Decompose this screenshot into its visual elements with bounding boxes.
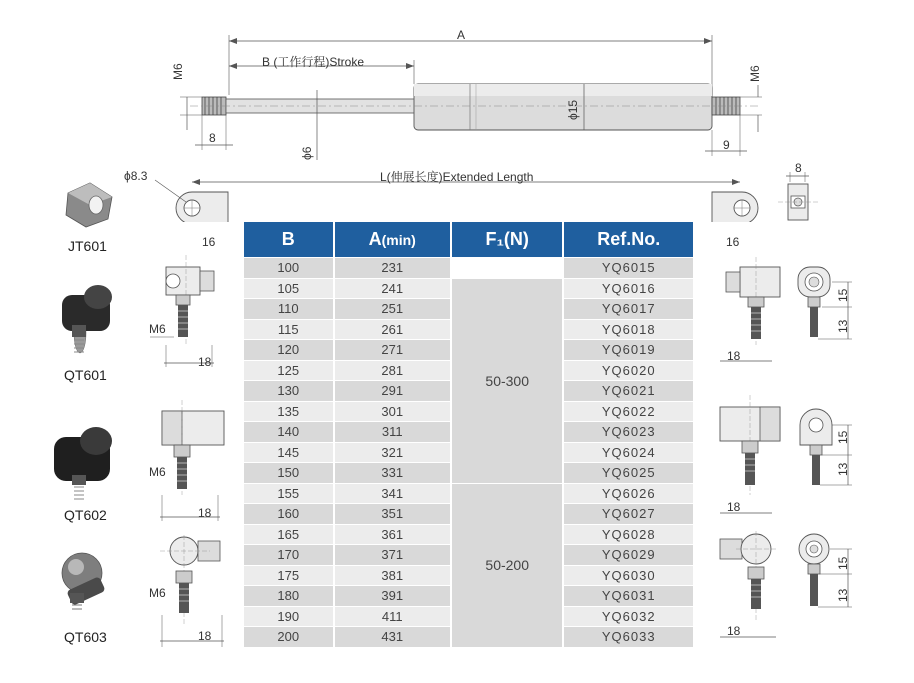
- cell-a: 281: [334, 360, 451, 381]
- r-qt602-h13: 13: [836, 462, 850, 476]
- cell-ref: YQ6023: [563, 422, 693, 443]
- table-body: [244, 258, 693, 647]
- dim-d15: ϕ15: [566, 99, 580, 120]
- cell-a: 331: [334, 463, 451, 484]
- cell-a: 271: [334, 340, 451, 361]
- r-qt603-w18: 18: [727, 624, 741, 638]
- header-a-main: A: [368, 229, 382, 249]
- jt601-label: JT601: [68, 238, 107, 254]
- cell-ref: YQ6029: [563, 545, 693, 566]
- dim-m6-right: M6: [748, 65, 762, 82]
- cell-b: 115: [244, 319, 334, 340]
- dim-a-label: A: [457, 28, 466, 42]
- cell-a: 371: [334, 545, 451, 566]
- cell-ref: YQ6027: [563, 504, 693, 525]
- cell-ref: YQ6025: [563, 463, 693, 484]
- cell-ref: YQ6015: [563, 258, 693, 279]
- table-row: [244, 258, 693, 279]
- qt601-photo-icon: [62, 285, 112, 353]
- cell-b: 120: [244, 340, 334, 361]
- cell-a: 291: [334, 381, 451, 402]
- qt601-w18: 18: [198, 355, 212, 369]
- cell-a: 341: [334, 483, 451, 504]
- cell-ref: YQ6032: [563, 606, 693, 627]
- dim-m6-left: M6: [171, 63, 185, 80]
- cell-b: 130: [244, 381, 334, 402]
- cell-b: 165: [244, 524, 334, 545]
- dim-thread-right: 9: [723, 138, 730, 152]
- cell-b: 105: [244, 278, 334, 299]
- cell-ref: YQ6019: [563, 340, 693, 361]
- cell-a: 361: [334, 524, 451, 545]
- cell-a: 231: [334, 258, 451, 279]
- cell-a: 391: [334, 586, 451, 607]
- header-a: [334, 222, 451, 258]
- header-b: B: [244, 222, 334, 258]
- cell-a: 261: [334, 319, 451, 340]
- cell-a: 431: [334, 627, 451, 647]
- qt603-label: QT603: [64, 629, 107, 645]
- cell-ref: YQ6028: [563, 524, 693, 545]
- jt601-photo-icon: [66, 183, 112, 227]
- cell-force: 50-200: [451, 483, 563, 647]
- cell-b: 200: [244, 627, 334, 647]
- cell-ref: YQ6024: [563, 442, 693, 463]
- cell-ref: YQ6030: [563, 565, 693, 586]
- cell-b: 140: [244, 422, 334, 443]
- cell-b: 150: [244, 463, 334, 484]
- qt602-photo-icon: [54, 427, 112, 499]
- cell-b: 145: [244, 442, 334, 463]
- cell-a: 251: [334, 299, 451, 320]
- r-qt602-h15: 15: [836, 430, 850, 444]
- cell-ref: YQ6018: [563, 319, 693, 340]
- dim-extended-label: L(伸展长度)Extended Length: [380, 170, 534, 184]
- dim-d83: ϕ8.3: [124, 169, 148, 183]
- cell-ref: YQ6021: [563, 381, 693, 402]
- cell-b: 110: [244, 299, 334, 320]
- r-qt603-h13: 13: [836, 588, 850, 602]
- qt602-m6: M6: [149, 465, 166, 479]
- cell-a: 311: [334, 422, 451, 443]
- qt603-m6: M6: [149, 586, 166, 600]
- r-qt602-w18: 18: [727, 500, 741, 514]
- qt603-w18: 18: [198, 629, 212, 643]
- cell-ref: YQ6031: [563, 586, 693, 607]
- qt602-w18: 18: [198, 506, 212, 520]
- table-row: [244, 278, 693, 299]
- cell-ref: YQ6022: [563, 401, 693, 422]
- dim-d6: ϕ6: [300, 146, 314, 160]
- header-f: F₁(N): [451, 222, 563, 258]
- qt601-m6: M6: [149, 322, 166, 336]
- r-qt603-h15: 15: [836, 556, 850, 570]
- spec-table: [244, 222, 693, 647]
- cell-a: 321: [334, 442, 451, 463]
- header-a-sub: (min): [381, 232, 416, 248]
- dim-eye-right: 16: [726, 235, 740, 249]
- table-header-row: [244, 222, 693, 258]
- cell-a: 411: [334, 606, 451, 627]
- cell-b: 155: [244, 483, 334, 504]
- dim-eye-left: 16: [202, 235, 216, 249]
- cell-b: 170: [244, 545, 334, 566]
- dim-jt-width: 8: [795, 161, 802, 175]
- header-ref: Ref.No.: [563, 222, 693, 258]
- cell-ref: YQ6020: [563, 360, 693, 381]
- cell-force: 50-300: [451, 278, 563, 483]
- cell-a: 351: [334, 504, 451, 525]
- r-qt601-h13: 13: [836, 319, 850, 333]
- cell-b: 160: [244, 504, 334, 525]
- cell-ref: YQ6016: [563, 278, 693, 299]
- dim-stroke-label: B (工作行程)Stroke: [262, 55, 365, 69]
- cell-b: 135: [244, 401, 334, 422]
- table-row: [244, 483, 693, 504]
- qt603-photo-icon: [62, 553, 106, 609]
- dim-thread-left: 8: [209, 131, 216, 145]
- cell-b: 190: [244, 606, 334, 627]
- cell-a: 241: [334, 278, 451, 299]
- qt601-label: QT601: [64, 367, 107, 383]
- cell-a: 381: [334, 565, 451, 586]
- cell-ref: YQ6026: [563, 483, 693, 504]
- cell-ref: YQ6033: [563, 627, 693, 647]
- cell-a: 301: [334, 401, 451, 422]
- qt602-label: QT602: [64, 507, 107, 523]
- r-qt601-w18: 18: [727, 349, 741, 363]
- cell-b: 180: [244, 586, 334, 607]
- cell-ref: YQ6017: [563, 299, 693, 320]
- cell-b: 100: [244, 258, 334, 279]
- cell-b: 175: [244, 565, 334, 586]
- r-qt601-h15: 15: [836, 288, 850, 302]
- cell-b: 125: [244, 360, 334, 381]
- cell-force: [451, 258, 563, 279]
